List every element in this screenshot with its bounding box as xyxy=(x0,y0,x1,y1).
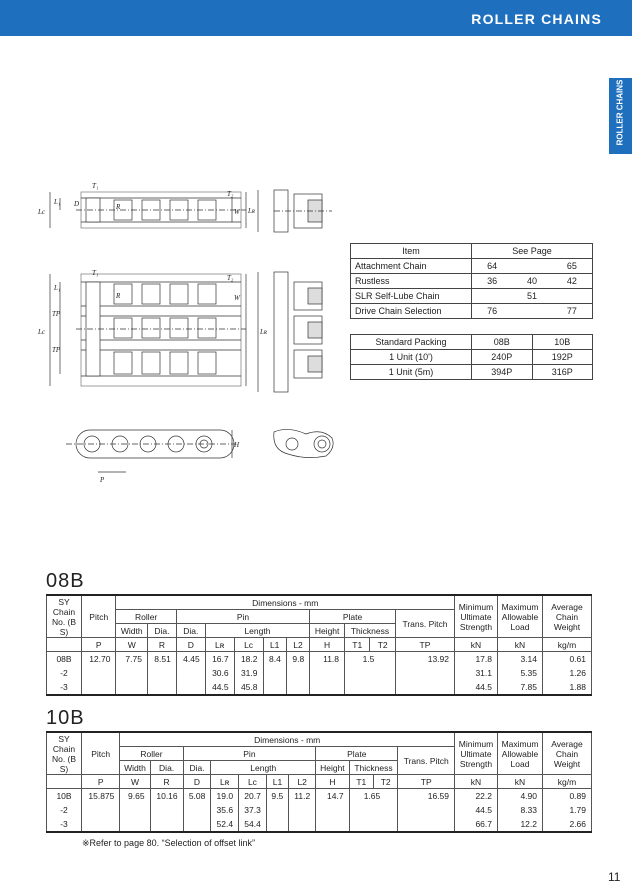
single-chain-top-view xyxy=(50,190,332,232)
symbol-cell: R xyxy=(150,775,183,789)
symbol-cell: Lʀ xyxy=(211,775,239,789)
table-cell: 3.14 xyxy=(498,652,543,667)
table-cell xyxy=(120,803,150,817)
thickness-value xyxy=(349,803,398,817)
symbol-cell: kN xyxy=(455,638,498,652)
table-cell: 5.08 xyxy=(183,789,211,804)
table-cell xyxy=(286,666,309,680)
table-cell xyxy=(310,680,345,695)
page-ref: 40 xyxy=(512,274,552,289)
height-header: Height xyxy=(310,624,345,638)
pin-dia-header: Dia. xyxy=(183,761,211,775)
dimensions-header: Dimensions - mm xyxy=(116,595,455,610)
packing-10b-header: 10B xyxy=(532,335,593,350)
pitch-header: Pitch xyxy=(82,732,120,775)
symbol-cell: R xyxy=(147,638,176,652)
symbol-cell: T1 xyxy=(345,638,370,652)
item-name: SLR Self-Lube Chain xyxy=(351,289,472,304)
label-t1-triple: T₁ xyxy=(92,269,99,277)
table-row xyxy=(351,259,593,274)
table-cell: 66.7 xyxy=(455,817,498,832)
offset-link-note: ※Refer to page 80. “Selection of offset link” xyxy=(82,838,255,848)
table-cell: 8.51 xyxy=(147,652,176,667)
dimensions-table-10b xyxy=(46,731,592,833)
symbol-cell: L1 xyxy=(266,775,288,789)
table-row xyxy=(47,680,592,695)
chain-number: 10B xyxy=(47,789,82,804)
chain-number: -2 xyxy=(47,666,82,680)
label-w: W xyxy=(234,208,240,216)
table-cell: 8.4 xyxy=(263,652,286,667)
table-cell: 19.0 xyxy=(211,789,239,804)
table-row xyxy=(47,652,592,667)
roller-header: Roller xyxy=(120,747,183,761)
symbol-cell: P xyxy=(82,775,120,789)
thickness-header: Thickness xyxy=(349,761,398,775)
symbol-cell: L1 xyxy=(263,638,286,652)
table-row xyxy=(351,365,593,380)
label-lc: Lc xyxy=(38,208,45,216)
item-name: Attachment Chain xyxy=(351,259,472,274)
table-cell: 35.6 xyxy=(211,803,239,817)
table-cell: 18.2 xyxy=(234,652,263,667)
symbol-cell: kg/m xyxy=(543,638,592,652)
length-header: Length xyxy=(205,624,309,638)
table-cell: 12.2 xyxy=(498,817,543,832)
table-cell xyxy=(116,680,147,695)
table-row xyxy=(47,803,592,817)
table-cell: 0.89 xyxy=(543,789,592,804)
table-cell: 8.33 xyxy=(498,803,543,817)
table-row xyxy=(47,817,592,832)
table-cell xyxy=(147,666,176,680)
chain-number: 08B xyxy=(47,652,82,667)
label-lc-triple: Lc xyxy=(38,328,45,336)
label-w-triple: W xyxy=(234,294,240,302)
table-cell: 16.59 xyxy=(398,789,455,804)
chain-number: -2 xyxy=(47,803,82,817)
table-row xyxy=(351,350,593,365)
chain-no-header: SY Chain No. (B S) xyxy=(47,595,82,638)
packing-header: Standard Packing xyxy=(351,335,472,350)
table-cell: 10.16 xyxy=(150,789,183,804)
table-cell xyxy=(176,666,205,680)
thickness-value xyxy=(349,817,398,832)
table-cell: 31.1 xyxy=(455,666,498,680)
width-header: Width xyxy=(120,761,150,775)
table-cell: 13.92 xyxy=(395,652,454,667)
table-row xyxy=(47,666,592,680)
chain-number: -3 xyxy=(47,817,82,832)
standard-packing-table xyxy=(350,334,593,380)
table-cell: 4.90 xyxy=(498,789,543,804)
label-t1: T₁ xyxy=(92,182,99,190)
thickness-value xyxy=(345,666,396,680)
table-cell xyxy=(316,817,349,832)
table-cell xyxy=(316,803,349,817)
label-l1: L₁ xyxy=(54,198,61,206)
table-cell xyxy=(395,680,454,695)
min-strength-header: Minimum Ultimate Strength xyxy=(455,595,498,638)
table-cell: 44.5 xyxy=(455,680,498,695)
triple-chain-top-view xyxy=(50,272,322,392)
table-cell: 11.8 xyxy=(310,652,345,667)
see-page-table xyxy=(350,243,593,319)
plate-header: Plate xyxy=(316,747,398,761)
packing-value: 394P xyxy=(472,365,533,380)
table-cell xyxy=(289,817,316,832)
table-cell: 30.6 xyxy=(205,666,234,680)
table-cell: 14.7 xyxy=(316,789,349,804)
table-cell xyxy=(147,680,176,695)
symbol-cell: kg/m xyxy=(543,775,592,789)
table-cell: 9.65 xyxy=(120,789,150,804)
item-name: Drive Chain Selection xyxy=(351,304,472,319)
label-l1-triple: L₁ xyxy=(54,284,61,292)
table-cell xyxy=(266,817,288,832)
table-cell xyxy=(150,817,183,832)
chain-no-header: SY Chain No. (B S) xyxy=(47,732,82,775)
symbol-cell: H xyxy=(310,638,345,652)
table-cell: 1.79 xyxy=(543,803,592,817)
symbol-cell: kN xyxy=(498,775,543,789)
page-ref: 42 xyxy=(552,274,593,289)
header-bar xyxy=(0,0,632,36)
packing-08b-header: 08B xyxy=(472,335,533,350)
symbol-cell: TP xyxy=(395,638,454,652)
symbol-cell: kN xyxy=(498,638,543,652)
table-cell xyxy=(398,803,455,817)
symbol-cell: T2 xyxy=(370,638,395,652)
table-cell xyxy=(82,803,120,817)
section-title-10b: 10B xyxy=(46,707,85,729)
table-cell: 7.85 xyxy=(498,680,543,695)
symbol-cell: L2 xyxy=(289,775,316,789)
packing-unit: 1 Unit (10') xyxy=(351,350,472,365)
chain-number: -3 xyxy=(47,680,82,695)
table-cell: 7.75 xyxy=(116,652,147,667)
label-p: P xyxy=(100,476,105,484)
table-cell: 37.3 xyxy=(239,803,267,817)
table-cell: 52.4 xyxy=(211,817,239,832)
page-ref: 64 xyxy=(472,259,513,274)
table-cell: 22.2 xyxy=(455,789,498,804)
table-cell: 5.35 xyxy=(498,666,543,680)
table-cell: 1.88 xyxy=(543,680,592,695)
table-cell xyxy=(116,666,147,680)
table-cell: 4.45 xyxy=(176,652,205,667)
max-load-header: Maximum Allowable Load xyxy=(498,732,543,775)
table-cell xyxy=(183,803,211,817)
symbol-cell: Lʀ xyxy=(205,638,234,652)
table-cell: 9.8 xyxy=(286,652,309,667)
symbol-row xyxy=(47,775,592,789)
see-page-header: See Page xyxy=(472,244,593,259)
table-cell: 9.5 xyxy=(266,789,288,804)
symbol-cell: L2 xyxy=(286,638,309,652)
avg-weight-header: Average Chain Weight xyxy=(543,595,592,638)
table-cell xyxy=(263,666,286,680)
label-t2-triple: T₂ xyxy=(227,274,234,282)
page-number: 11 xyxy=(608,870,621,884)
width-header: Width xyxy=(116,624,147,638)
trans-pitch-header: Trans. Pitch xyxy=(395,610,454,638)
packing-unit: 1 Unit (5m) xyxy=(351,365,472,380)
link-side-view xyxy=(66,429,333,472)
page-title: ROLLER CHAINS xyxy=(471,11,602,27)
table-cell xyxy=(120,817,150,832)
table-cell: 11.2 xyxy=(289,789,316,804)
table-cell xyxy=(82,666,116,680)
thickness-value: 1.5 xyxy=(345,652,396,667)
pitch-header: Pitch xyxy=(82,595,116,638)
dimensions-table-08b xyxy=(46,594,592,696)
trans-pitch-header: Trans. Pitch xyxy=(398,747,455,775)
table-row xyxy=(351,289,593,304)
thickness-value: 1.65 xyxy=(349,789,398,804)
table-cell: 54.4 xyxy=(239,817,267,832)
symbol-cell-blank xyxy=(47,638,82,652)
dimensions-header: Dimensions - mm xyxy=(120,732,455,747)
item-header: Item xyxy=(351,244,472,259)
table-cell xyxy=(266,803,288,817)
label-h: H xyxy=(234,441,240,449)
symbol-row xyxy=(47,638,592,652)
plate-header: Plate xyxy=(310,610,396,624)
symbol-cell: W xyxy=(120,775,150,789)
table-cell xyxy=(289,803,316,817)
page-ref: 65 xyxy=(552,259,593,274)
symbol-cell: T1 xyxy=(349,775,373,789)
label-lr: Lʀ xyxy=(248,207,256,215)
table-cell xyxy=(150,803,183,817)
table-cell: 0.61 xyxy=(543,652,592,667)
symbol-cell: kN xyxy=(455,775,498,789)
dia-header: Dia. xyxy=(150,761,183,775)
min-strength-header: Minimum Ultimate Strength xyxy=(455,732,498,775)
label-lr-triple: Lʀ xyxy=(260,328,268,336)
table-cell: 17.8 xyxy=(455,652,498,667)
pin-header: Pin xyxy=(183,747,316,761)
table-body xyxy=(47,789,592,833)
pin-dia-header: Dia. xyxy=(176,624,205,638)
label-r-triple: R xyxy=(116,292,121,300)
roller-header: Roller xyxy=(116,610,176,624)
table-cell: 16.7 xyxy=(205,652,234,667)
thickness-header: Thickness xyxy=(345,624,396,638)
symbol-cell: H xyxy=(316,775,349,789)
table-row xyxy=(351,274,593,289)
avg-weight-header: Average Chain Weight xyxy=(543,732,592,775)
chain-drawings xyxy=(36,176,336,496)
side-tab xyxy=(609,78,632,154)
label-d: D xyxy=(74,200,80,208)
table-cell xyxy=(310,666,345,680)
table-cell xyxy=(395,666,454,680)
table-cell xyxy=(176,680,205,695)
length-header: Length xyxy=(211,761,316,775)
table-cell: 20.7 xyxy=(239,789,267,804)
table-cell: 44.5 xyxy=(205,680,234,695)
table-cell xyxy=(82,680,116,695)
page-ref: 51 xyxy=(472,289,593,304)
table-cell: 1.26 xyxy=(543,666,592,680)
label-r: R xyxy=(116,203,121,211)
symbol-cell: W xyxy=(116,638,147,652)
table-cell xyxy=(263,680,286,695)
section-title-08b: 08B xyxy=(46,570,85,592)
table-cell xyxy=(286,680,309,695)
packing-value: 316P xyxy=(532,365,593,380)
symbol-cell: D xyxy=(183,775,211,789)
table-cell xyxy=(398,817,455,832)
symbol-cell: Lc xyxy=(239,775,267,789)
symbol-cell: D xyxy=(176,638,205,652)
item-name: Rustless xyxy=(351,274,472,289)
table-row xyxy=(47,789,592,804)
page-ref: 77 xyxy=(552,304,593,319)
packing-value: 240P xyxy=(472,350,533,365)
table-cell: 15.875 xyxy=(82,789,120,804)
symbol-cell: P xyxy=(82,638,116,652)
height-header: Height xyxy=(316,761,349,775)
packing-value: 192P xyxy=(532,350,593,365)
table-cell: 31.9 xyxy=(234,666,263,680)
symbol-cell-blank xyxy=(47,775,82,789)
page-ref: 36 xyxy=(472,274,513,289)
thickness-value xyxy=(345,680,396,695)
table-body xyxy=(47,652,592,696)
symbol-cell: Lc xyxy=(234,638,263,652)
max-load-header: Maximum Allowable Load xyxy=(498,595,543,638)
dia-header: Dia. xyxy=(147,624,176,638)
table-cell: 2.66 xyxy=(543,817,592,832)
pin-header: Pin xyxy=(176,610,309,624)
side-tab-label: ROLLER CHAINS xyxy=(615,79,625,146)
table-cell xyxy=(82,817,120,832)
table-cell: 44.5 xyxy=(455,803,498,817)
page-ref: 76 xyxy=(472,304,513,319)
table-cell: 12.70 xyxy=(82,652,116,667)
table-cell: 45.8 xyxy=(234,680,263,695)
label-tp-2: TP xyxy=(52,346,61,354)
symbol-cell: T2 xyxy=(373,775,397,789)
table-row xyxy=(351,304,593,319)
table-cell xyxy=(183,817,211,832)
label-tp-1: TP xyxy=(52,310,61,318)
label-t2: T₂ xyxy=(227,190,234,198)
symbol-cell: TP xyxy=(398,775,455,789)
